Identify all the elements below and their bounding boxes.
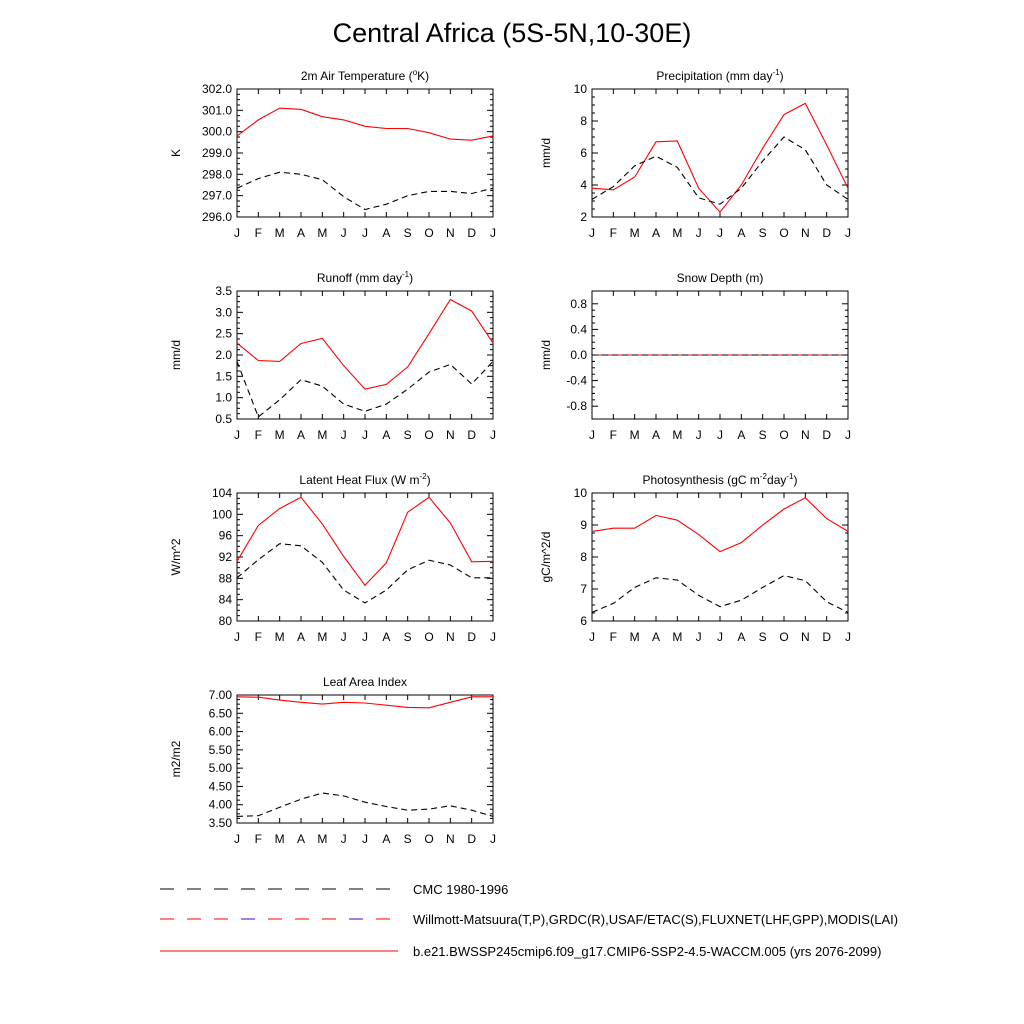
x-tick-label: J xyxy=(340,226,347,240)
y-tick-label: 100 xyxy=(211,507,232,522)
y-tick-label: 8 xyxy=(580,550,587,564)
x-tick-label: M xyxy=(317,832,328,846)
y-tick-label: 2.0 xyxy=(215,348,232,362)
y-tick-label: 5.50 xyxy=(208,742,232,757)
x-tick-label: D xyxy=(822,630,832,644)
x-tick-label: S xyxy=(758,428,767,442)
y-tick-label: 80 xyxy=(218,614,232,628)
x-tick-label: A xyxy=(737,226,746,240)
series-line-obs xyxy=(592,137,848,204)
x-tick-label: M xyxy=(317,630,328,644)
y-tick-label: 0.8 xyxy=(570,296,587,311)
y-tick-label: 300.0 xyxy=(201,124,232,139)
y-axis-label: gC/m^2/d xyxy=(539,531,553,583)
x-tick-label: A xyxy=(737,428,746,442)
panel-title: 2m Air Temperature ($^o$K) xyxy=(300,68,430,83)
x-tick-label: J xyxy=(234,428,240,442)
y-tick-label: 4 xyxy=(580,178,587,192)
series-line-model xyxy=(592,498,848,552)
x-tick-label: S xyxy=(403,226,412,240)
y-tick-label: 4.50 xyxy=(208,779,232,794)
y-tick-label: 84 xyxy=(218,592,232,607)
x-tick-label: D xyxy=(822,226,832,240)
panel-title: Latent Heat Flux (W $m^{-2}$) xyxy=(299,472,431,487)
x-tick-label: O xyxy=(779,630,789,644)
x-tick-label: M xyxy=(274,226,285,240)
x-tick-label: J xyxy=(362,428,368,442)
x-tick-label: A xyxy=(651,428,661,442)
y-tick-label: 96 xyxy=(218,528,232,543)
plot-frame-6 xyxy=(237,695,493,823)
x-tick-label: J xyxy=(234,630,240,644)
x-tick-label: J xyxy=(845,630,851,644)
y-axis-label: mm/d xyxy=(539,138,553,168)
x-tick-label: J xyxy=(490,428,496,442)
y-tick-label: 92 xyxy=(218,550,232,564)
x-tick-label: J xyxy=(490,630,496,644)
x-tick-label: A xyxy=(296,630,306,644)
series-line-model xyxy=(237,300,493,390)
y-tick-label: 10 xyxy=(573,82,587,96)
x-tick-label: J xyxy=(490,226,496,240)
x-tick-label: N xyxy=(445,428,455,442)
x-tick-label: J xyxy=(845,428,851,442)
y-tick-label: -0.8 xyxy=(566,399,587,414)
x-tick-label: A xyxy=(651,226,661,240)
x-tick-label: M xyxy=(672,630,683,644)
x-tick-label: M xyxy=(317,428,328,442)
y-tick-label: 6 xyxy=(580,146,587,160)
y-tick-label: 7 xyxy=(580,582,587,596)
x-tick-label: J xyxy=(717,630,723,644)
y-tick-label: 297.0 xyxy=(201,188,232,203)
x-tick-label: A xyxy=(382,428,391,442)
y-tick-label: 296.0 xyxy=(201,210,232,224)
series-line-obs xyxy=(592,576,848,613)
y-tick-label: 5.00 xyxy=(208,761,232,776)
x-tick-label: J xyxy=(717,226,723,240)
y-tick-label: 8 xyxy=(580,114,587,128)
x-tick-label: M xyxy=(629,630,640,644)
plot-frame-0 xyxy=(237,89,493,217)
panel-title: Snow Depth (m) xyxy=(676,271,764,285)
x-tick-label: S xyxy=(403,832,412,846)
x-tick-label: F xyxy=(254,428,263,442)
x-tick-label: J xyxy=(589,226,595,240)
x-tick-label: S xyxy=(403,630,412,644)
x-tick-label: J xyxy=(589,428,595,442)
x-tick-label: J xyxy=(695,630,702,644)
x-tick-label: J xyxy=(340,832,347,846)
x-tick-label: J xyxy=(695,226,702,240)
x-tick-label: O xyxy=(779,428,789,442)
x-tick-label: D xyxy=(467,428,477,442)
y-tick-label: 302.0 xyxy=(201,82,232,96)
x-tick-label: J xyxy=(362,226,368,240)
series-line-obs xyxy=(237,793,493,816)
x-tick-label: F xyxy=(609,428,618,442)
y-axis-label: m2/m2 xyxy=(169,740,183,778)
x-tick-label: J xyxy=(695,428,702,442)
x-tick-label: O xyxy=(424,832,434,846)
panel-title: Runoff (mm day$^{-1}$) xyxy=(316,270,414,285)
x-tick-label: S xyxy=(403,428,412,442)
x-tick-label: O xyxy=(424,226,434,240)
x-tick-label: A xyxy=(737,630,746,644)
y-axis-label: mm/d xyxy=(169,340,183,370)
legend-label-0: CMC 1980-1996 xyxy=(413,882,509,897)
y-tick-label: 88 xyxy=(218,571,232,586)
y-axis-label: mm/d xyxy=(539,340,553,370)
y-tick-label: 3.0 xyxy=(215,305,232,320)
y-tick-label: 10 xyxy=(573,486,587,500)
x-tick-label: A xyxy=(296,226,306,240)
x-tick-label: J xyxy=(845,226,851,240)
y-tick-label: 3.5 xyxy=(215,284,232,298)
x-tick-label: F xyxy=(609,630,618,644)
x-tick-label: F xyxy=(254,630,263,644)
x-tick-label: F xyxy=(609,226,618,240)
plot-frame-1 xyxy=(592,89,848,217)
x-tick-label: J xyxy=(362,630,368,644)
x-tick-label: M xyxy=(629,428,640,442)
y-tick-label: 1.0 xyxy=(215,390,232,405)
x-tick-label: N xyxy=(800,226,810,240)
series-line-model xyxy=(237,497,493,585)
y-tick-label: 9 xyxy=(580,518,587,532)
legend-label-1: Willmott-Matsuura(T,P),GRDC(R),USAF/ETAC(S),FLUXNET(LHF,GPP),MODIS(LAI) xyxy=(413,912,899,927)
x-tick-label: S xyxy=(758,630,767,644)
x-tick-label: J xyxy=(340,428,347,442)
x-tick-label: J xyxy=(589,630,595,644)
plot-frame-5 xyxy=(592,493,848,621)
x-tick-label: N xyxy=(445,226,455,240)
x-tick-label: A xyxy=(651,630,661,644)
y-tick-label: 2 xyxy=(580,210,587,224)
x-tick-label: M xyxy=(317,226,328,240)
y-tick-label: -0.4 xyxy=(566,373,587,388)
x-tick-label: M xyxy=(629,226,640,240)
y-tick-label: 1.5 xyxy=(215,369,232,384)
x-tick-label: J xyxy=(234,832,240,846)
figure-title: Central Africa (5S-5N,10-30E) xyxy=(332,18,692,48)
x-tick-label: N xyxy=(800,630,810,644)
y-tick-label: 298.0 xyxy=(201,167,232,182)
y-tick-label: 6 xyxy=(580,614,587,628)
y-tick-label: 104 xyxy=(211,486,232,500)
x-tick-label: O xyxy=(424,630,434,644)
series-line-obs xyxy=(237,544,493,603)
x-tick-label: S xyxy=(758,226,767,240)
series-line-model xyxy=(592,103,848,212)
x-tick-label: O xyxy=(424,428,434,442)
y-tick-label: 6.00 xyxy=(208,724,232,739)
panel-title: Leaf Area Index xyxy=(322,675,408,689)
y-tick-label: 6.50 xyxy=(208,706,232,721)
y-tick-label: 299.0 xyxy=(201,146,232,160)
x-tick-label: J xyxy=(234,226,240,240)
x-tick-label: F xyxy=(254,832,263,846)
y-tick-label: 2.5 xyxy=(215,326,232,341)
x-tick-label: A xyxy=(296,428,306,442)
panel-title: Precipitation (mm day$^{-1}$) xyxy=(656,68,784,83)
y-tick-label: 0.5 xyxy=(215,412,232,426)
x-tick-label: N xyxy=(445,832,455,846)
x-tick-label: M xyxy=(274,428,285,442)
y-axis-label: W/m^2 xyxy=(169,538,183,576)
x-tick-label: M xyxy=(672,428,683,442)
y-axis-label: K xyxy=(169,148,183,158)
x-tick-label: D xyxy=(467,832,477,846)
y-tick-label: 7.00 xyxy=(208,688,232,702)
legend-label-2: b.e21.BWSSP245cmip6.f09_g17.CMIP6-SSP2-4.5-WACCM.005 (yrs 2076-2099) xyxy=(413,944,882,959)
x-tick-label: O xyxy=(779,226,789,240)
x-tick-label: N xyxy=(445,630,455,644)
x-tick-label: M xyxy=(672,226,683,240)
x-tick-label: A xyxy=(382,226,391,240)
y-tick-label: 0.0 xyxy=(570,348,587,362)
x-tick-label: J xyxy=(490,832,496,846)
x-tick-label: A xyxy=(382,630,391,644)
y-tick-label: 3.50 xyxy=(208,816,232,830)
y-tick-label: 0.4 xyxy=(570,322,587,337)
x-tick-label: J xyxy=(362,832,368,846)
panel-title: Photosynthesis (gC $m^{-2}day^{-1}$) xyxy=(642,472,798,487)
x-tick-label: J xyxy=(340,630,347,644)
x-tick-label: J xyxy=(717,428,723,442)
x-tick-label: D xyxy=(467,630,477,644)
series-line-obs xyxy=(237,172,493,209)
x-tick-label: M xyxy=(274,630,285,644)
x-tick-label: N xyxy=(800,428,810,442)
series-line-model xyxy=(237,108,493,140)
x-tick-label: A xyxy=(382,832,391,846)
x-tick-label: F xyxy=(254,226,263,240)
x-tick-label: D xyxy=(467,226,477,240)
plot-frame-2 xyxy=(237,291,493,419)
y-tick-label: 301.0 xyxy=(201,103,232,118)
x-tick-label: A xyxy=(296,832,306,846)
x-tick-label: M xyxy=(274,832,285,846)
x-tick-label: D xyxy=(822,428,832,442)
y-tick-label: 4.00 xyxy=(208,797,232,812)
